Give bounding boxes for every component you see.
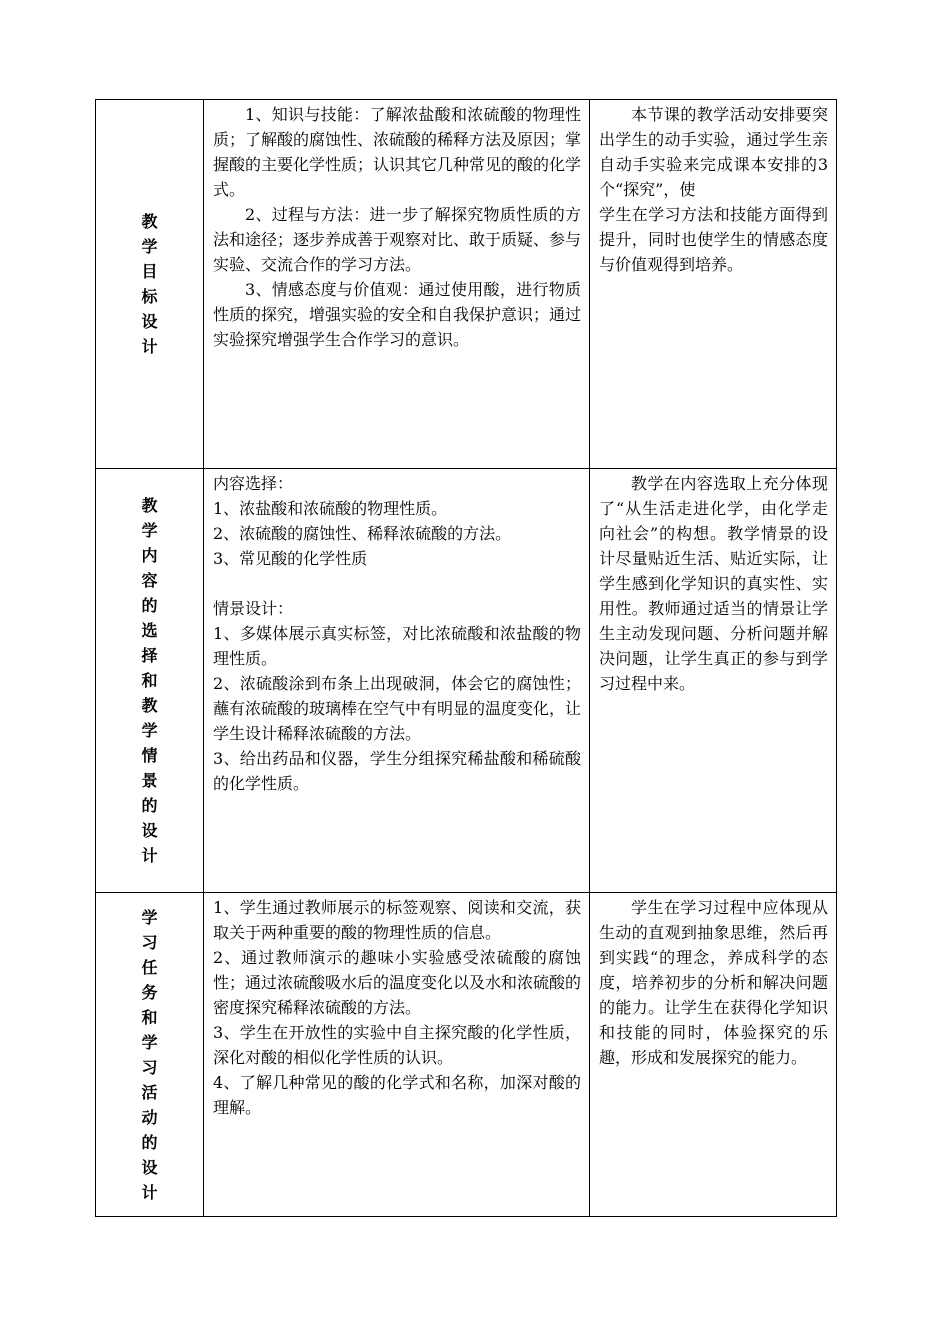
- note-cell: [590, 469, 837, 893]
- content-paragraph: 内容选择：: [213, 474, 294, 493]
- content-paragraph: 2、浓硫酸涂到布条上出现破洞，体会它的腐蚀性；蘸有浓硫酸的玻璃棒在空气中有明显的温度变化，让学生设计稀释浓硫酸的方法。: [213, 674, 582, 743]
- row-label-cell: [96, 100, 204, 469]
- content-cell: [204, 893, 590, 1217]
- content-paragraph: 2、通过教师演示的趣味小实验感受浓硫酸的腐蚀性；通过浓硫酸吸水后的温度变化以及水和浓硫酸的密度探究稀释浓硫酸的方法。: [213, 948, 582, 1017]
- note-paragraph: 学生在学习过程中应体现从生动的直观到抽象思维，然后再到实践“的理念，养成科学的态度，培养初步的分析和解决问题的能力。让学生在获得化学知识和技能的同时，体验探究的乐趣，形成和发展探究的能力。: [599, 898, 828, 1067]
- table-row-objectives: [96, 100, 837, 469]
- table-row-learning-tasks: [96, 893, 837, 1217]
- content-paragraph: 3、给出药品和仪器，学生分组探究稀盐酸和稀硫酸的化学性质。: [213, 749, 581, 793]
- row-label: 教学内容的选择和教学情景的设计: [141, 496, 158, 865]
- content-paragraph: 2、过程与方法：进一步了解探究物质性质的方法和途径；逐步养成善于观察对比、敢于质疑、参与实验、交流合作的学习方法。: [213, 205, 582, 274]
- note-paragraph: 本节课的教学活动安排要突出学生的动手实验，通过学生亲自动手实验来完成课本安排的3个“探究”，使: [599, 105, 828, 199]
- content-paragraph: 情景设计：: [213, 599, 294, 618]
- row-label: 教学目标设计: [141, 212, 158, 356]
- note-paragraph: 学生在学习方法和技能方面得到提升，同时也使学生的情感态度与价值观得到培养。: [599, 205, 828, 274]
- content-cell: [204, 100, 590, 469]
- content-paragraph: 3、常见酸的化学性质: [213, 549, 368, 568]
- note-cell: [590, 893, 837, 1217]
- content-paragraph: 2、浓硫酸的腐蚀性、稀释浓硫酸的方法。: [213, 524, 512, 543]
- content-paragraph: 4、了解几种常见的酸的化学式和名称，加深对酸的理解。: [213, 1073, 581, 1117]
- lesson-design-table: [95, 99, 837, 1217]
- note-paragraph: 教学在内容选取上充分体现了“从生活走进化学，由化学走向社会”的构想。教学情景的设计尽量贴近生活、贴近实际，让学生感到化学知识的真实性、实用性。教师通过适当的情景让学生主动发现问题、分析问题并解决问题，让学生真正的参与到学习过程中来。: [599, 474, 828, 693]
- row-label-cell: [96, 469, 204, 893]
- content-paragraph: 3、情感态度与价值观：通过使用酸，进行物质性质的探究，增强实验的安全和自我保护意识；通过实验探究增强学生合作学习的意识。: [213, 280, 582, 349]
- content-paragraph: 1、多媒体展示真实标签，对比浓硫酸和浓盐酸的物理性质。: [213, 624, 581, 668]
- row-label: 学习任务和学习活动的设计: [141, 907, 158, 1202]
- content-paragraph: 1、学生通过教师展示的标签观察、阅读和交流，获取关于两种重要的酸的物理性质的信息。: [213, 898, 581, 942]
- content-paragraph: 1、知识与技能：了解浓盐酸和浓硫酸的物理性质；了解酸的腐蚀性、浓硫酸的稀释方法及原因；掌握酸的主要化学性质；认识其它几种常见的酸的化学式。: [213, 105, 582, 199]
- content-cell: [204, 469, 590, 893]
- content-paragraph: 3、学生在开放性的实验中自主探究酸的化学性质，深化对酸的相似化学性质的认识。: [213, 1023, 581, 1067]
- row-label-cell: [96, 893, 204, 1217]
- note-cell: [590, 100, 837, 469]
- content-paragraph: 1、浓盐酸和浓硫酸的物理性质。: [213, 499, 448, 518]
- blank-line: [213, 571, 581, 596]
- table-row-content-selection: [96, 469, 837, 893]
